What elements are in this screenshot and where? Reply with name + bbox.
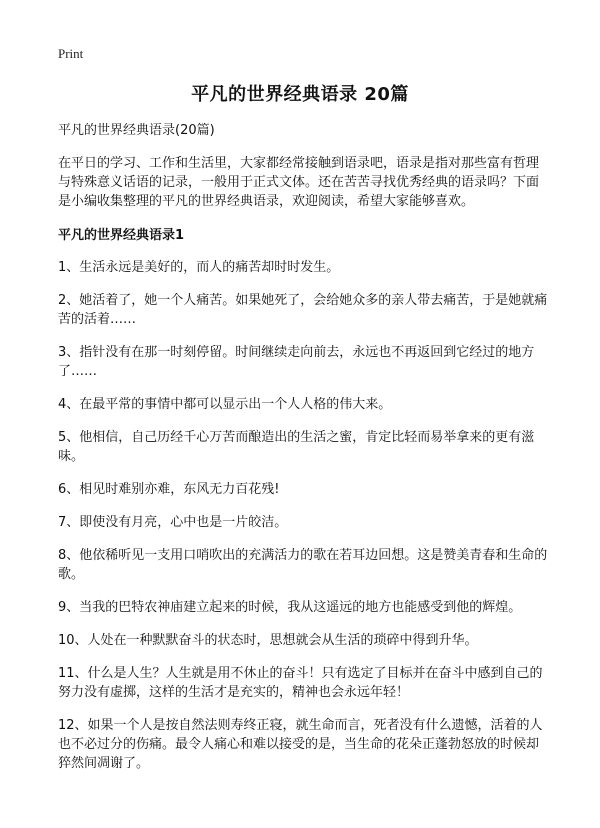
quote-item-5: 5、他相信，自己历经千心万苦而酿造出的生活之蜜，肯定比轻而易举拿来的更有滋味。	[58, 430, 535, 464]
quote-item-11: 11、什么是人生？人生就是用不休止的奋斗！只有选定了目标并在奋斗中感到自己的努力没有虚掷，这样的生活才是充实的，精神也会永远年轻！	[58, 666, 543, 700]
quote-item-9: 9、当我的巴特农神庙建立起来的时候，我从这遥远的地方也能感受到他的辉煌。	[58, 600, 522, 615]
intro-paragraph: 在平日的学习、工作和生活里，大家都经常接触到语录吧，语录是指对那些富有哲理与特殊意义话语的记录，一般用于正式文体。还在苦苦寻找优秀经典的语录吗？下面是小编收集整理的平凡的世界经典语录，欢迎阅读，希望大家能够喜欢。	[58, 156, 540, 209]
print-link[interactable]: Print	[58, 46, 84, 61]
quote-item-1: 1、生活永远是美好的，而人的痛苦却时时发生。	[58, 260, 340, 275]
quote-item-8: 8、他依稀听见一支用口哨吹出的充满活力的歌在若耳边回想。这是赞美青春和生命的歌。	[58, 548, 548, 582]
quote-item-10: 10、人处在一种默默奋斗的状态时，思想就会从生活的琐碎中得到升华。	[58, 633, 478, 648]
article-subtitle: 平凡的世界经典语录(20篇)	[58, 123, 215, 138]
section-heading: 平凡的世界经典语录1	[58, 228, 185, 243]
quote-item-7: 7、即使没有月亮，心中也是一片皎洁。	[58, 515, 288, 530]
page-title: 平凡的世界经典语录 20篇	[191, 84, 409, 105]
quote-item-3: 3、指针没有在那一时刻停留。时间继续走向前去，永远也不再返回到它经过的地方了……	[58, 345, 535, 379]
quote-item-12: 12、如果一个人是按自然法则寿终正寝，就生命而言，死者没有什么遗憾，活着的人也不必过分的伤痛。最令人痛心和难以接受的是，当生命的花朵正蓬勃怒放的时候却猝然间凋谢了。	[58, 718, 543, 771]
article-body	[58, 121, 548, 787]
quote-item-4: 4、在最平常的事情中都可以显示出一个人人格的伟大来。	[58, 397, 392, 412]
quote-item-2: 2、她活着了，她一个人痛苦。如果她死了，会给她众多的亲人带去痛苦，于是她就痛苦的活着……	[58, 293, 548, 327]
quote-item-6: 6、相见时难别亦难，东风无力百花残!	[58, 482, 280, 497]
